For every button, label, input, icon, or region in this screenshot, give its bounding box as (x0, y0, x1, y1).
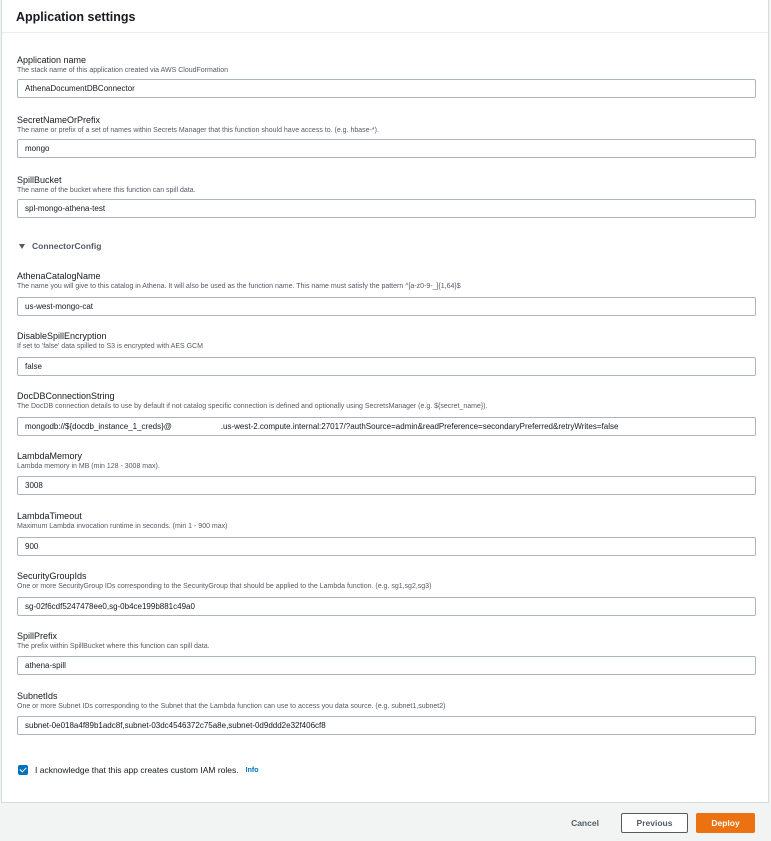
field-description: The name or prefix of a set of names within Secrets Manager that this function should have access to. (e.g. hbase-*). (17, 127, 379, 134)
disable-spill-encryption-input[interactable] (17, 357, 756, 376)
field-description: Maximum Lambda invocation runtime in seconds. (min 1 - 900 max) (17, 523, 228, 530)
field-description: If set to 'false' data spilled to S3 is encrypted with AES GCM (17, 343, 203, 350)
field-label: LambdaTimeout (17, 511, 82, 521)
spill-bucket-input[interactable] (17, 199, 756, 218)
field-description: One or more Subnet IDs corresponding to the Subnet that the Lambda function can use to access you data source. (e.g. subnet1,subnet2) (17, 703, 446, 710)
secret-name-or-prefix-input[interactable] (17, 139, 756, 158)
section-title: ConnectorConfig (32, 241, 102, 251)
field-label: SecretNameOrPrefix (17, 115, 101, 125)
field-description: The DocDB connection details to use by default if not catalog specific connection is defined and optionally using SecretsManager (e.g. ${secret_name}). (17, 403, 488, 410)
cancel-button[interactable]: Cancel (571, 818, 599, 828)
acknowledge-row (18, 765, 258, 775)
field-disable-spill-encryption (17, 331, 757, 352)
field-description: The name of the bucket where this function can spill data. (17, 187, 196, 194)
connector-config-toggle[interactable] (19, 241, 101, 251)
lambda-timeout-input[interactable] (17, 537, 756, 556)
athena-catalog-name-input[interactable] (17, 297, 756, 316)
field-athena-catalog-name (17, 271, 757, 292)
panel-header (2, 0, 768, 33)
field-label: Application name (17, 55, 87, 65)
spill-prefix-input[interactable] (17, 656, 756, 675)
lambda-memory-input[interactable] (17, 476, 756, 495)
field-label: SpillPrefix (17, 631, 58, 641)
field-application-name (17, 55, 757, 76)
field-label: LambdaMemory (17, 451, 83, 461)
field-label: DisableSpillEncryption (17, 331, 107, 341)
security-group-ids-input[interactable] (17, 597, 756, 616)
field-description: The stack name of this application created via AWS CloudFormation (17, 67, 229, 74)
field-secret-name-or-prefix (17, 115, 757, 136)
docdb-connection-string-input[interactable] (17, 417, 756, 436)
field-description: Lambda memory in MB (min 128 - 3008 max). (17, 463, 160, 470)
application-settings-panel (1, 0, 769, 803)
application-name-input[interactable] (17, 79, 756, 98)
field-lambda-timeout (17, 511, 757, 532)
field-security-group-ids (17, 571, 757, 592)
field-label: AthenaCatalogName (17, 271, 101, 281)
field-description: The name you will give to this catalog in Athena. It will also be used as the function name. This name must satisfy the pattern ^[a-z0-9-_]{1,64}$ (17, 283, 461, 290)
footer (0, 803, 771, 841)
previous-button[interactable]: Previous (621, 813, 688, 833)
caret-down-icon (19, 244, 25, 249)
field-label: SubnetIds (17, 691, 58, 701)
info-link[interactable]: Info (245, 766, 259, 774)
field-description: One or more SecurityGroup IDs corresponding to the SecurityGroup that should be applied to the Lambda function. (e.g. sg1,sg2,sg3) (17, 583, 432, 590)
field-label: DocDBConnectionString (17, 391, 115, 401)
field-label: SecurityGroupIds (17, 571, 87, 581)
field-description: The prefix within SpillBucket where this function can spill data. (17, 643, 210, 650)
field-docdb-connection-string (17, 391, 757, 412)
field-spill-bucket (17, 175, 757, 196)
deploy-button[interactable]: Deploy (696, 813, 755, 833)
panel-title: Application settings (16, 10, 136, 24)
field-label: SpillBucket (17, 175, 62, 185)
subnet-ids-input[interactable] (17, 716, 756, 735)
acknowledge-label: I acknowledge that this app creates custom IAM roles. (35, 765, 239, 775)
field-subnet-ids (17, 691, 757, 712)
acknowledge-checkbox[interactable] (18, 765, 28, 775)
field-lambda-memory (17, 451, 757, 472)
field-spill-prefix (17, 631, 757, 652)
